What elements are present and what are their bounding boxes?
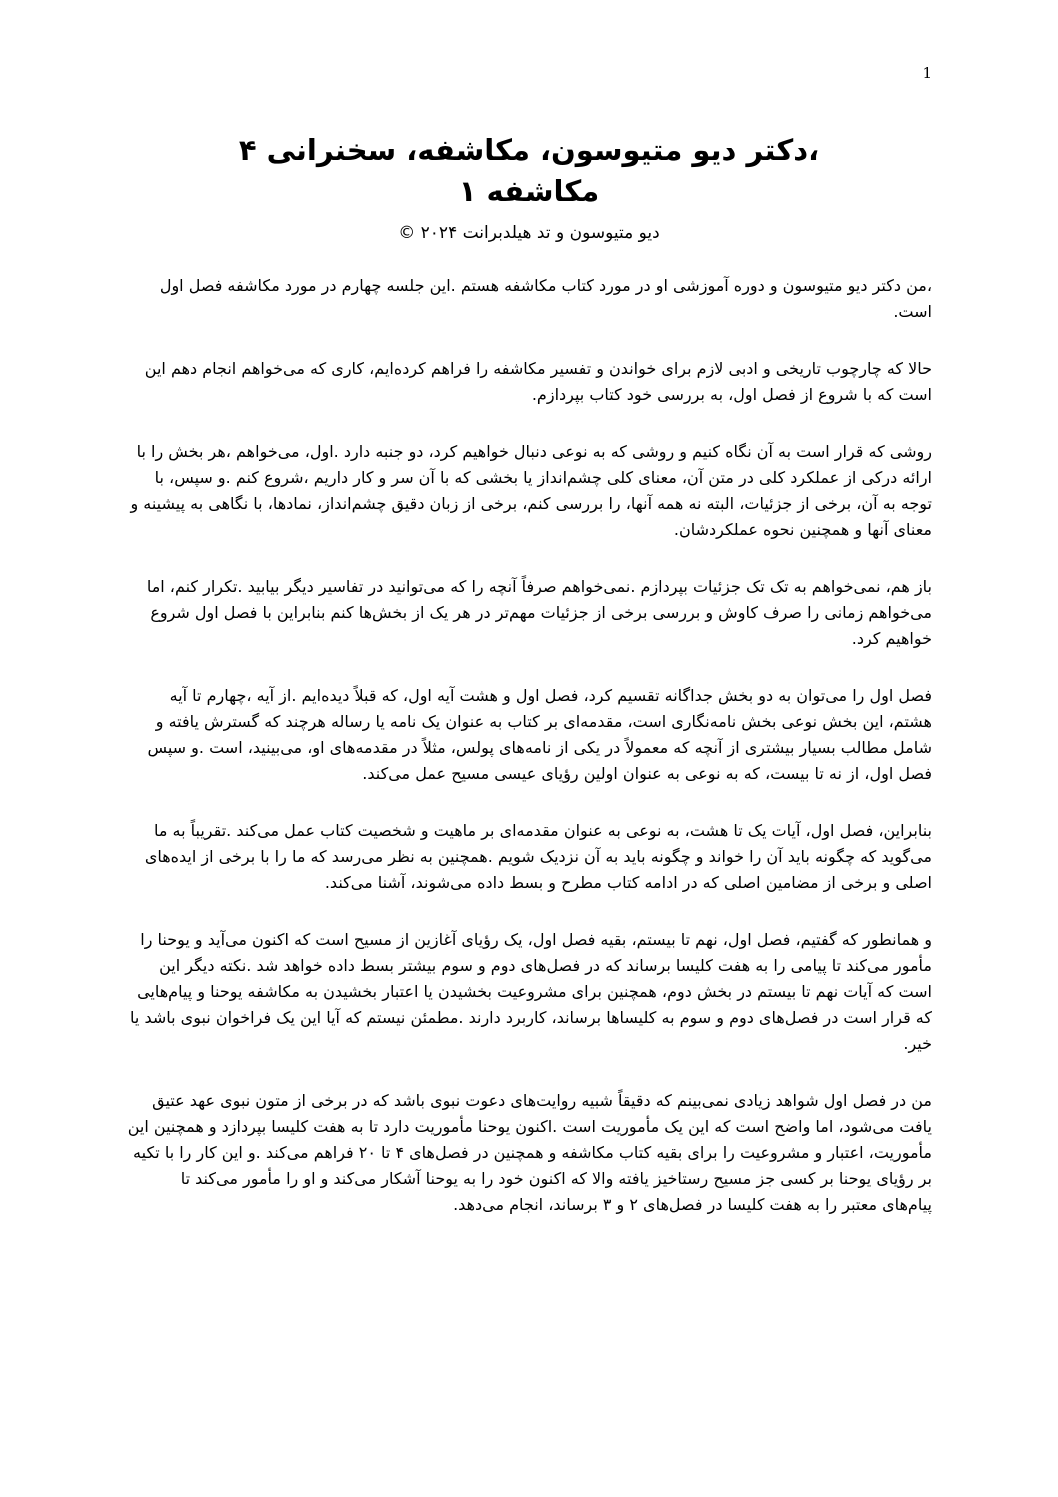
paragraph: و همانطور که گفتیم، فصل اول، نهم تا بیستم، بقیه فصل اول، یک رؤیای آغازین از مسیح است که اکنون می‌آید و یوحنا را مأمور می‌کند تا پیامی را به هفت کلیسا برساند که در فصل‌های دوم و سوم بیشتر بسط داده خواهد شد .نکته دیگر این است که آیات نهم تا بیستم در بخش دوم، همچنین برای مشروعیت بخشیدن یا اعتبار بخشیدن به مکاشفه یوحنا و پیام‌هایی که قرار است در فصل‌های دوم و سوم به کلیساها برساند، کاربرد دارند .مطمئن نیستم که آیا این یک فراخوان نبوی باشد یا خیر.: [130, 930, 932, 1053]
document-title: [126, 130, 932, 212]
paragraph: فصل اول را می‌توان به دو بخش جداگانه تقسیم کرد، فصل اول و هشت آیه اول، که قبلاً دیده‌ایم .از آیه ،چهارم تا آیه هشتم، این بخش نوعی بخش نامه‌نگاری است، مقدمه‌ای بر کتاب به عنوان یک نامه یا رساله هرچند که گسترش یافته و شامل مطالب بسیار بیشتری از آنچه که معمولاً در یکی از نامه‌های پولس، مثلاً در مقدمه‌های او، می‌بینید، است .و سپس فصل اول، از نه تا بیست، که به نوعی به عنوان اولین رؤیای عیسی مسیح عمل می‌کند.: [147, 686, 932, 783]
title-line-2: مکاشفه ۱: [458, 174, 600, 208]
paragraph: ،من دکتر دیو متیوسون و دوره آموزشی او در مورد کتاب مکاشفه هستم .این جلسه چهارم در مورد مکاشفه فصل اول است.: [159, 276, 932, 321]
paragraph: روشی که قرار است به آن نگاه کنیم و روشی که به نوعی دنبال خواهیم کرد، دو جنبه دارد .اول، می‌خواهم ،هر بخش را با ارائه درکی از عملکرد کلی در متن آن، معنای کلی چشم‌انداز یا بخشی که با آن سر و کار داریم ،شروع کنم .و سپس، با توجه به آن، برخی از جزئیات، البته نه همه آنها، را بررسی کنم، برخی از زبان دقیق چشم‌انداز، نمادها، با نگاهی به پیشینه و معنای آنها و همچنین نحوه عملکردشان.: [130, 442, 932, 539]
paragraph: باز هم، نمی‌خواهم به تک تک جزئیات بپردازم .نمی‌خواهم صرفاً آنچه را که می‌توانید در تفاسیر دیگر بیابید .تکرار کنم، اما می‌خواهم زمانی را صرف کاوش و بررسی برخی از جزئیات مهم‌تر در هر یک از بخش‌ها کنم بنابراین با فصل اول شروع خواهیم کرد.: [146, 577, 932, 648]
paragraph: حالا که چارچوب تاریخی و ادبی لازم برای خواندن و تفسیر مکاشفه را فراهم کرده‌ایم، کاری که می‌خواهم انجام دهم این است که با شروع از فصل اول، به بررسی خود کتاب بپردازم.: [144, 359, 932, 404]
page-number: 1: [922, 64, 932, 82]
paragraph: بنابراین، فصل اول، آیات یک تا هشت، به نوعی به عنوان مقدمه‌ای بر ماهیت و شخصیت کتاب عمل می‌کند .تقریباً به ما می‌گوید که چگونه باید آن را خواند و چگونه باید به آن نزدیک شویم .همچنین به نظر می‌رسد که ما را با برخی از ایده‌های اصلی و برخی از مضامین اصلی که در ادامه کتاب مطرح و بسط داده می‌شوند، آشنا می‌کند.: [144, 821, 932, 892]
title-line-1: ،دکتر دیو متیوسون، مکاشفه، سخنرانی ۴: [238, 133, 820, 167]
paragraph: من در فصل اول شواهد زیادی نمی‌بینم که دقیقاً شبیه روایت‌های دعوت نبوی باشد که در برخی از متون نبوی عهد عتیق یافت می‌شود، اما واضح است که این یک مأموریت است .اکنون یوحنا مأموریت دارد تا به هفت کلیسا بپردازد و همچنین این مأموریت، اعتبار و مشروعیت را برای بقیه کتاب مکاشفه و همچنین در فصل‌های ۴ تا ۲۰ فراهم می‌کند .و این کار را با تکیه بر رؤیای یوحنا بر کسی جز مسیح رستاخیز یافته والا که اکنون خود را به یوحنا آشکار می‌کند و او را مأمور می‌کند تا پیام‌های معتبر را به هفت کلیسا در فصل‌های ۲ و ۳ برساند، انجام می‌دهد.: [127, 1091, 932, 1214]
document-body: [126, 273, 932, 1249]
copyright-line: دیو متیوسون و تد هیلدبرانت ۲۰۲۴ ©: [398, 223, 660, 243]
